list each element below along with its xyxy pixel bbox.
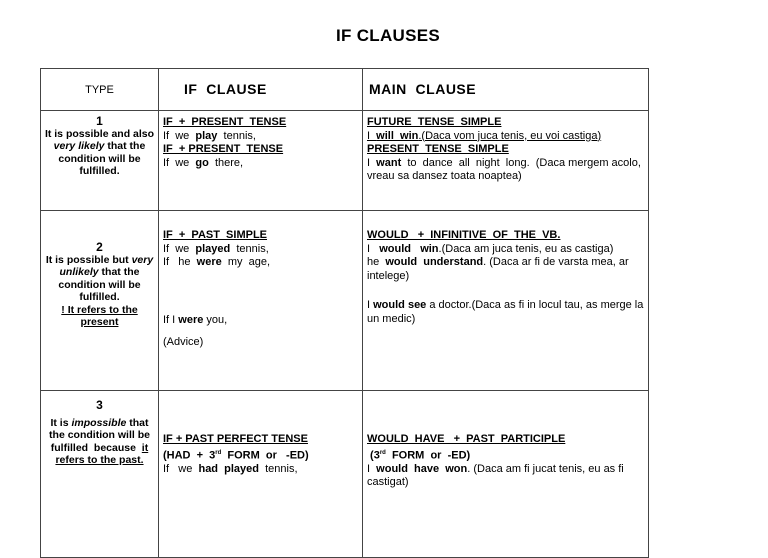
if-heading: IF + PAST SIMPLE <box>163 229 268 241</box>
type-number: 2 <box>96 240 103 254</box>
main-example: I would see a doctor.(Daca as fi in locul tau, as merge la un medic) <box>367 299 647 325</box>
if-heading: IF + PRESENT TENSE <box>163 143 284 155</box>
main-example: he would understand. (Daca ar fi de varsta mea, ar intelege) <box>367 256 632 282</box>
main-heading: FUTURE TENSE SIMPLE <box>367 116 502 128</box>
if-note: (Advice) <box>163 336 204 348</box>
header-type: TYPE <box>41 69 159 111</box>
if-clauses-table <box>40 68 649 558</box>
main-clause-cell-3 <box>363 391 649 558</box>
header-main-clause: MAIN CLAUSE <box>363 69 649 111</box>
type-cell-1 <box>41 111 159 211</box>
type-note: ! It refers to the present <box>61 303 138 328</box>
if-example: If we go there, <box>163 156 244 169</box>
if-heading: IF + PAST PERFECT TENSE <box>163 433 308 445</box>
main-clause-cell-2 <box>363 211 649 391</box>
if-example: If he were my age, <box>163 256 271 268</box>
main-heading: WOULD HAVE + PAST PARTICIPLE <box>367 433 566 445</box>
if-clause-cell-2 <box>159 211 363 391</box>
main-example: I want to dance all night long. (Daca mergem acolo, vreau sa dansez toata noaptea) <box>367 156 644 182</box>
if-clause-cell-1 <box>159 111 363 211</box>
main-example: I will win.(Daca vom juca tenis, eu voi castiga) <box>367 129 602 142</box>
main-heading: PRESENT TENSE SIMPLE <box>367 143 509 155</box>
main-example: I would have won. (Daca am fi jucat tenis, eu as fi castigat) <box>367 462 627 489</box>
table-row <box>41 391 649 558</box>
main-form: (3rd FORM or -ED) <box>367 449 471 462</box>
header-row <box>41 69 649 111</box>
if-example: If we had played tennis, <box>163 462 298 475</box>
table-row <box>41 111 649 211</box>
header-if-clause: IF CLAUSE <box>159 69 363 111</box>
main-example: I would win.(Daca am juca tenis, eu as castiga) <box>367 242 614 255</box>
type-number: 3 <box>96 398 103 412</box>
type-description: It is possible but very unlikely that the condition will be fulfilled. <box>45 253 154 303</box>
table-row <box>41 211 649 391</box>
if-form: (HAD + 3rd FORM or -ED) <box>163 449 309 462</box>
page-title: IF CLAUSES <box>335 26 441 45</box>
type-cell-3 <box>41 391 159 558</box>
type-description: It is impossible that the condition will be fulfilled because it refers to the past. <box>49 416 153 466</box>
main-clause-cell-1 <box>363 111 649 211</box>
if-clause-cell-3 <box>159 391 363 558</box>
type-description: It is possible and also very likely that the condition will be fulfilled. <box>44 127 155 177</box>
if-example: If we played tennis, <box>163 242 269 255</box>
if-heading: IF + PRESENT TENSE <box>163 116 287 128</box>
if-example: If I were you, <box>163 313 228 326</box>
type-cell-2 <box>41 211 159 391</box>
if-example: If we play tennis, <box>163 129 256 142</box>
type-number: 1 <box>96 114 103 128</box>
main-heading: WOULD + INFINITIVE OF THE VB. <box>367 229 561 241</box>
